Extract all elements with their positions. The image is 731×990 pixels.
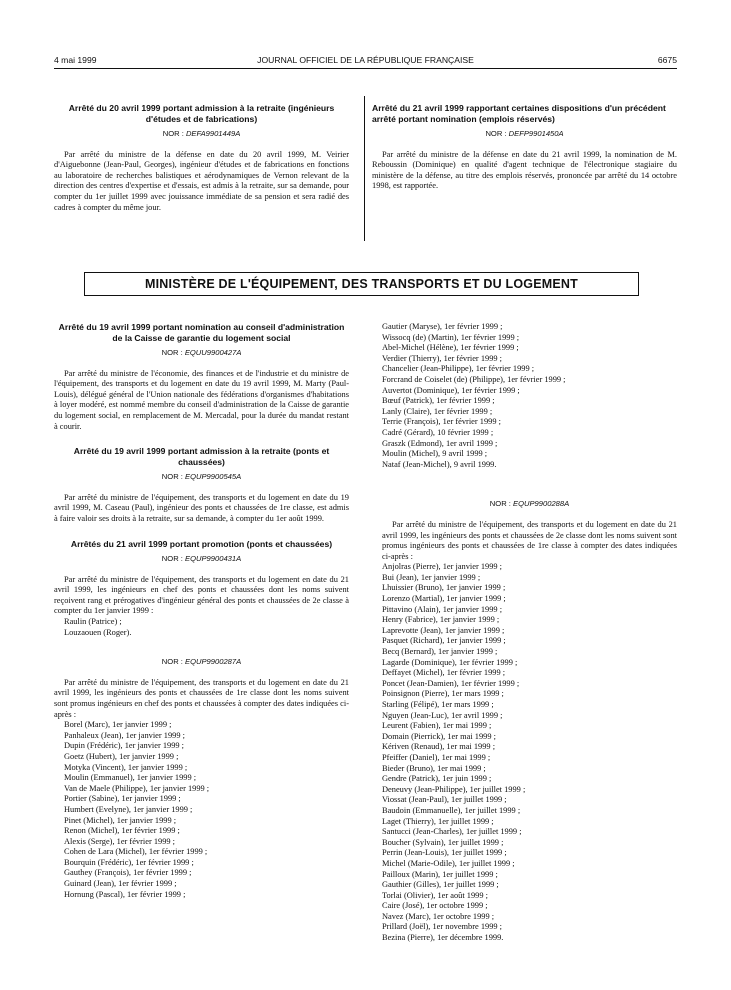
article-title: Arrêté du 19 avril 1999 portant nomination au conseil d'administration de la Caisse de garantie du logement social: [58, 322, 345, 343]
list-item: Cadré (Gérard), 10 février 1999 ;: [382, 427, 494, 437]
list-item: Bui (Jean), 1er janvier 1999 ;: [382, 572, 481, 582]
article-body: Par arrêté du ministre de la défense en date du 20 avril 1999, M. Veirier d'Aiguebonne (Jean-Paul, Georges), ingénieur d'études et de fabrications en fonctions au laboratoire de recherches balistiques et aérodynamiques de Vernon relevant de la direction des centres d'expertise et d'essais, est admis à la retraite, sur sa demande, pour compter du 1er juillet 1999 avec jouissance immédiate de sa pension et sera radié des cadres à compter du même jour.: [54, 149, 349, 212]
list-item: Bezina (Pierre), 1er décembre 1999.: [382, 933, 504, 943]
promotion-list-first-class: [382, 562, 677, 943]
ministry-banner: MINISTÈRE DE L'ÉQUIPEMENT, DES TRANSPORTS ET DU LOGEMENT: [84, 272, 639, 296]
list-item: Bourquin (Frédéric), 1er février 1999 ;: [64, 857, 194, 867]
list-item: Van de Maele (Philippe), 1er janvier 1999 ;: [64, 783, 210, 793]
list-item: Torlai (Olivier), 1er août 1999 ;: [382, 890, 488, 900]
article-body: Par arrêté du ministre de la défense en date du 21 avril 1999, la nomination de M. Reboussin (Dominique) en qualité d'agent technique de l'électronique stagiaire du ministère de la défense, au titre des emplois réservés, prononcée par arrêté du 14 octobre 1998, est rapportée.: [372, 149, 677, 191]
list-item: Louzaouen (Roger).: [64, 627, 132, 637]
nor-label: NOR :: [485, 129, 507, 138]
list-item: Domain (Pierrick), 1er mai 1999 ;: [382, 731, 496, 741]
article-body: Par arrêté du ministre de l'équipement, des transports et du logement en date du 21 avril 1999, les ingénieurs des ponts et chaussées de 1re classe dont les noms suivent sont promus ingénieurs en chef des ponts et chaussées à compter des dates indiquées ci-après :: [54, 677, 349, 719]
list-item: Hornung (Pascal), 1er février 1999 ;: [64, 889, 186, 899]
header-rule: [54, 68, 677, 69]
page-number: 6675: [657, 55, 677, 65]
list-item: Panhaleux (Jean), 1er janvier 1999 ;: [64, 730, 185, 740]
list-item: Navez (Marc), 1er octobre 1999 ;: [382, 911, 495, 921]
list-item: Prillard (Joël), 1er novembre 1999 ;: [382, 922, 503, 932]
list-item: Nataf (Jean-Michel), 9 avril 1999.: [382, 459, 497, 469]
list-item: Borel (Marc), 1er janvier 1999 ;: [64, 720, 172, 730]
list-item: Guinard (Jean), 1er février 1999 ;: [64, 879, 177, 889]
list-item: Perrin (Jean-Louis), 1er juillet 1999 ;: [382, 848, 507, 858]
list-item: Boucher (Sylvain), 1er juillet 1999 ;: [382, 837, 504, 847]
list-item: Laprevotte (Jean), 1er janvier 1999 ;: [382, 625, 505, 635]
list-item: Bœuf (Patrick), 1er février 1999 ;: [382, 396, 495, 406]
list-item: Santucci (Jean-Charles), 1er juillet 1999 ;: [382, 827, 522, 837]
name-list: [64, 617, 349, 638]
nor-code: EQUP9900545A: [185, 472, 242, 482]
nor-label: NOR :: [161, 657, 183, 667]
nor-reference: [382, 499, 677, 510]
list-item: Humbert (Evelyne), 1er janvier 1999 ;: [64, 804, 193, 814]
list-item: Lagarde (Dominique), 1er février 1999 ;: [382, 657, 518, 667]
nor-code: EQUP9900288A: [513, 499, 570, 509]
nor-reference: [54, 348, 349, 359]
list-item: Deffayet (Michel), 1er février 1999 ;: [382, 668, 506, 678]
list-item: Alexis (Serge), 1er février 1999 ;: [64, 836, 176, 846]
list-item: Raulin (Patrice) ;: [64, 617, 122, 626]
left-column: [54, 322, 349, 900]
list-item: Pinet (Michel), 1er janvier 1999 ;: [64, 815, 177, 825]
list-item: Wissocq (de) (Martin), 1er février 1999 ;: [382, 332, 520, 342]
nor-code: EQUU9900427A: [184, 348, 242, 357]
list-item: Pittavino (Alain), 1er janvier 1999 ;: [382, 604, 503, 614]
list-item: Pfeiffer (Daniel), 1er mai 1999 ;: [382, 752, 491, 762]
list-item: Pailloux (Marin), 1er juillet 1999 ;: [382, 869, 498, 879]
nor-code: DEFP9901450A: [508, 129, 564, 138]
list-item: Moulin (Emmanuel), 1er janvier 1999 ;: [64, 773, 197, 783]
list-item: Lhuissier (Bruno), 1er janvier 1999 ;: [382, 583, 506, 593]
page-header: [54, 55, 677, 69]
right-column: [382, 322, 677, 944]
list-item: Kériven (Renaud), 1er mai 1999 ;: [382, 742, 496, 752]
list-item: Chancelier (Jean-Philippe), 1er février 1999 ;: [382, 364, 535, 374]
journal-title: JOURNAL OFFICIEL DE LA RÉPUBLIQUE FRANÇAISE: [257, 55, 474, 65]
article-emplois-reserves: [372, 103, 677, 192]
article-title: Arrêté du 19 avril 1999 portant admission à la retraite (ponts et chaussées): [73, 446, 330, 467]
list-item: Poinsignon (Pierre), 1er mars 1999 ;: [382, 689, 504, 699]
list-item: Portier (Sabine), 1er janvier 1999 ;: [64, 794, 181, 804]
list-item: Graszk (Edmond), 1er avril 1999 ;: [382, 438, 498, 448]
nor-label: NOR :: [161, 348, 183, 357]
list-item: Gauthier (Gilles), 1er juillet 1999 ;: [382, 880, 499, 890]
list-item: Nguyen (Jean-Luc), 1er avril 1999 ;: [382, 710, 503, 720]
issue-date: 4 mai 1999: [54, 55, 97, 65]
nor-label: NOR :: [161, 472, 183, 482]
list-item: Anjolras (Pierre), 1er janvier 1999 ;: [382, 562, 503, 572]
list-item: Moulin (Michel), 9 avril 1999 ;: [382, 449, 488, 459]
list-item: Michel (Marie-Odile), 1er juillet 1999 ;: [382, 858, 515, 868]
list-item: Gendre (Patrick), 1er juin 1999 ;: [382, 774, 492, 784]
nor-reference: [372, 129, 677, 140]
nor-label: NOR :: [489, 499, 511, 509]
list-item: Gauthey (François), 1er février 1999 ;: [64, 868, 192, 878]
nor-code: EQUP9900431A: [185, 554, 242, 564]
list-item: Renon (Michel), 1er février 1999 ;: [64, 826, 180, 836]
list-item: Poncet (Jean-Damien), 1er février 1999 ;: [382, 678, 520, 688]
list-item: Forcrand de Coiselet (de) (Philippe), 1er février 1999 ;: [382, 374, 566, 384]
nor-reference: [54, 129, 349, 140]
list-item: Motyka (Vincent), 1er janvier 1999 ;: [64, 762, 188, 772]
article-title: Arrêtés du 21 avril 1999 portant promotion (ponts et chaussées): [70, 538, 333, 549]
nor-code: DEFA9901449A: [185, 129, 241, 138]
promotion-list-continued: [382, 322, 677, 470]
list-item: Goetz (Hubert), 1er janvier 1999 ;: [64, 751, 179, 761]
list-item: Dupin (Frédéric), 1er janvier 1999 ;: [64, 741, 185, 751]
nor-code: EQUP9900287A: [185, 657, 242, 667]
nor-label: NOR :: [162, 129, 184, 138]
list-item: Deneuvy (Jean-Philippe), 1er juillet 1999 ;: [382, 784, 526, 794]
list-item: Abel-Michel (Hélène), 1er février 1999 ;: [382, 343, 519, 353]
list-item: Verdier (Thierry), 1er février 1999 ;: [382, 353, 502, 363]
article-body: Par arrêté du ministre de l'équipement, des transports et du logement en date du 19 avril 1999, M. Caseau (Paul), ingénieur des ponts et chaussées de 1re classe, est admis à faire valoir ses droits à la retraite, sur sa demande, à compter du 1er août 1999.: [54, 492, 349, 523]
list-item: Baudoin (Emmanuelle), 1er juillet 1999 ;: [382, 805, 521, 815]
list-item: Cohen de Lara (Michel), 1er février 1999 ;: [64, 847, 208, 857]
list-item: Leurent (Fabien), 1er mai 1999 ;: [382, 721, 492, 731]
list-item: Lorenzo (Martial), 1er janvier 1999 ;: [382, 594, 506, 604]
nor-reference: [54, 472, 349, 483]
list-item: Henry (Fabrice), 1er janvier 1999 ;: [382, 615, 500, 625]
article-body: Par arrêté du ministre de l'équipement, des transports et du logement en date du 21 avril 1999, les ingénieurs des ponts et chaussées de 2e classe dont les noms suivent sont promus ingénieurs des ponts et chaussées de 1re classe à compter des dates indiquées ci-après :: [382, 519, 677, 561]
nor-reference: [54, 554, 349, 565]
list-item: Lanly (Claire), 1er février 1999 ;: [382, 406, 493, 416]
article-body: Par arrêté du ministre de l'économie, des finances et de l'industrie et du ministre de l'équipement, des transports et du logement en date du 19 avril 1999, M. Marty (Paul-Louis), délégué général de l'Union nationale des fédérations d'organismes d'habitations à loyer modéré, est nommé membre du conseil d'administration de la Caisse de garantie du logement social, en remplacement de M. Mercadal, pour la durée du mandat restant à courir.: [54, 368, 349, 431]
list-item: Viossat (Jean-Paul), 1er juillet 1999 ;: [382, 795, 507, 805]
list-item: Bieder (Bruno), 1er mai 1999 ;: [382, 763, 486, 773]
list-item: Starling (Félipé), 1er mars 1999 ;: [382, 700, 494, 709]
promotion-list: [64, 720, 349, 900]
list-item: Caire (José), 1er octobre 1999 ;: [382, 901, 488, 911]
column-divider: [364, 96, 365, 241]
list-item: Becq (Bernard), 1er janvier 1999 ;: [382, 647, 498, 657]
article-title: Arrêté du 21 avril 1999 rapportant certaines dispositions d'un précédent arrêté portant nomination (emplois réservés): [372, 103, 666, 124]
article-title: Arrêté du 20 avril 1999 portant admission à la retraite (ingénieurs d'études et de fabrications): [68, 103, 335, 124]
nor-reference: [54, 657, 349, 668]
list-item: Auvertot (Dominique), 1er février 1999 ;: [382, 385, 520, 395]
list-item: Terrie (François), 1er février 1999 ;: [382, 417, 501, 427]
list-item: Gautier (Maryse), 1er février 1999 ;: [382, 322, 503, 331]
article-body: Par arrêté du ministre de l'équipement, des transports et du logement en date du 21 avril 1999, les ingénieurs en chef des ponts et chaussées dont les noms suivent reçoivent rang et prérogatives d'ingénieur général des ponts et chaussées de 2e classe à compter du 1er janvier 1999 :: [54, 574, 349, 616]
list-item: Laget (Thierry), 1er juillet 1999 ;: [382, 816, 494, 826]
article-retraite-ingenieurs: [54, 103, 349, 213]
nor-label: NOR :: [161, 554, 183, 564]
list-item: Pasquet (Richard), 1er janvier 1999 ;: [382, 636, 506, 646]
